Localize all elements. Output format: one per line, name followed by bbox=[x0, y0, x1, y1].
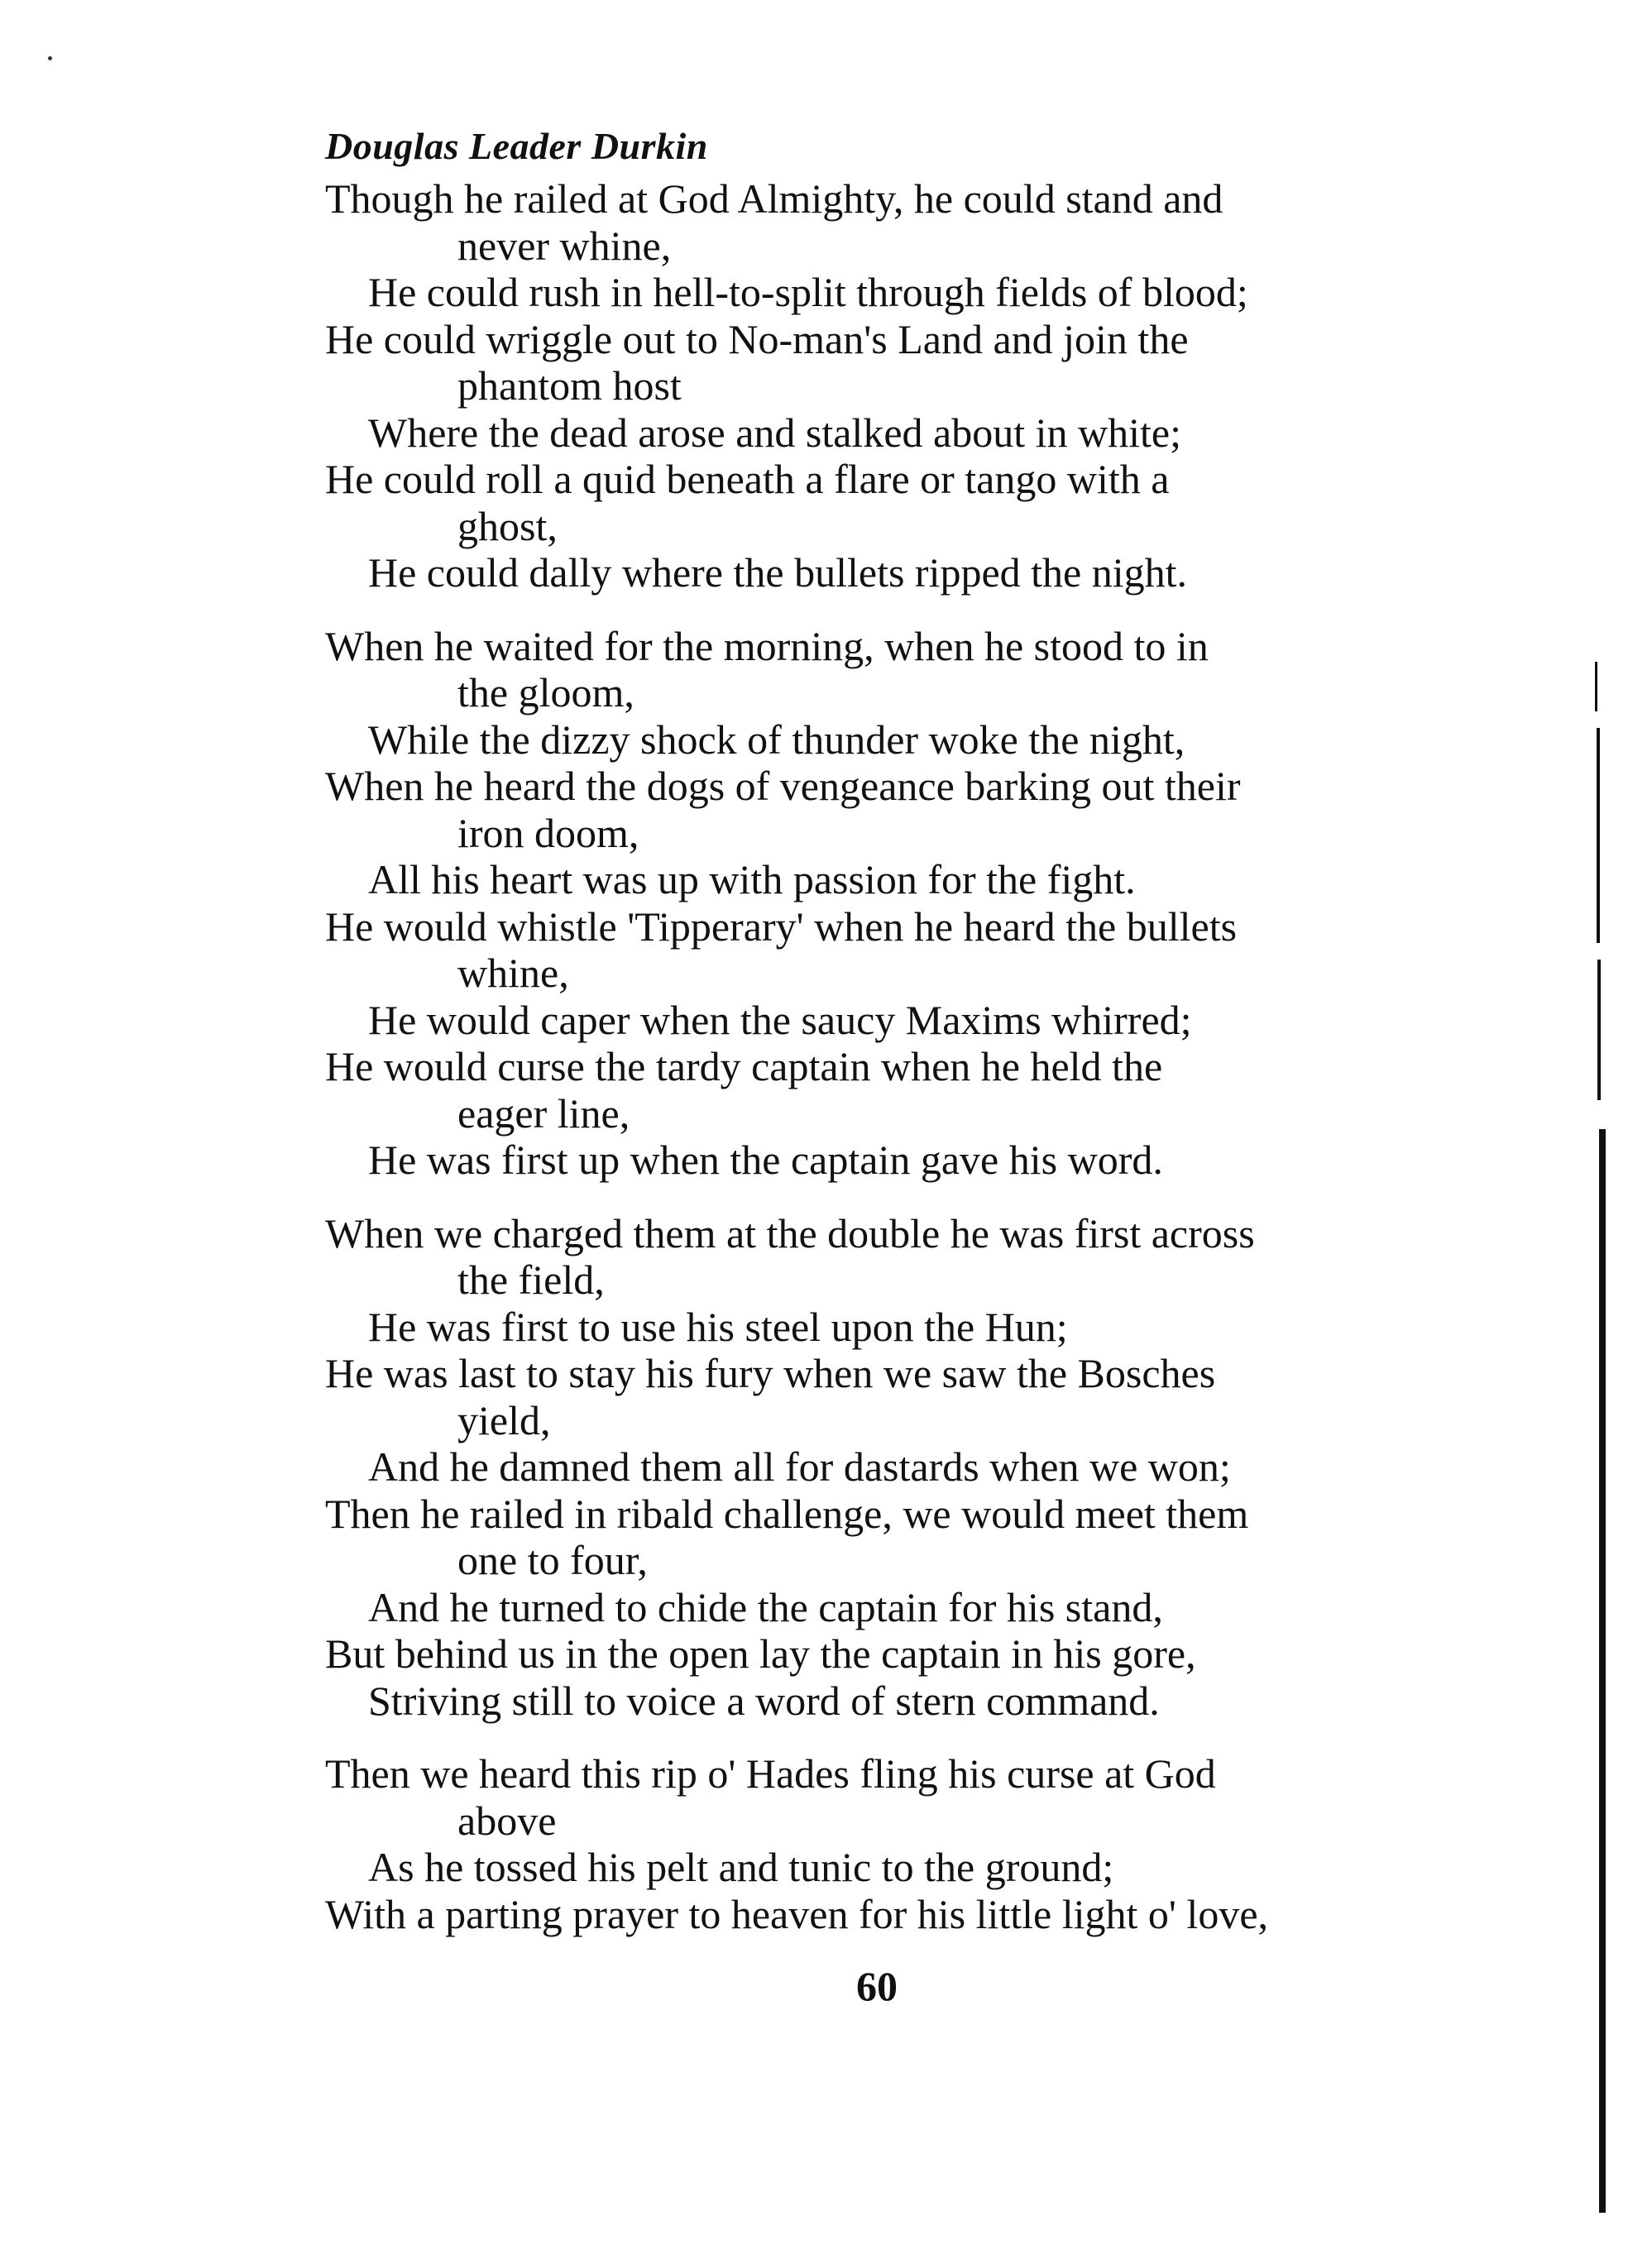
line-turnover: ghost, bbox=[457, 502, 558, 549]
gutter-shadow-mark bbox=[1595, 662, 1597, 711]
line-text: Then he railed in ribald challenge, we would meet them bbox=[325, 1490, 1249, 1537]
poem-line bbox=[325, 763, 1463, 856]
line-text: When he waited for the morning, when he stood to in bbox=[325, 622, 1209, 669]
line-text: When we charged them at the double he was first across bbox=[325, 1209, 1255, 1257]
poem-line: But behind us in the open lay the captain in his gore, bbox=[325, 1630, 1196, 1677]
line-text: Though he railed at God Almighty, he could stand and bbox=[325, 175, 1223, 222]
poem-line bbox=[325, 456, 1463, 549]
gutter-shadow-mark bbox=[1597, 728, 1600, 943]
line-text: He could wriggle out to No-man's Land and join the bbox=[325, 315, 1189, 362]
poem-body bbox=[325, 175, 1463, 1937]
poem-line bbox=[325, 1750, 1463, 1844]
poem-line: He could dally where the bullets ripped the night. bbox=[368, 549, 1188, 596]
poem-line bbox=[325, 1043, 1463, 1137]
poem-line: He would caper when the saucy Maxims whirred; bbox=[368, 996, 1192, 1043]
poem-line: And he turned to chide the captain for his stand, bbox=[368, 1583, 1163, 1630]
poem-line bbox=[325, 1491, 1463, 1584]
poem-line: While the dizzy shock of thunder woke the night, bbox=[368, 716, 1185, 763]
poem-line bbox=[325, 1210, 1463, 1304]
line-turnover: phantom host bbox=[457, 362, 682, 409]
stanza bbox=[325, 1750, 1463, 1937]
poem-line: Where the dead arose and stalked about in white; bbox=[368, 409, 1181, 456]
page-number: 60 bbox=[856, 1963, 898, 2009]
gutter-shadow-mark bbox=[1597, 960, 1601, 1100]
line-turnover: eager line, bbox=[457, 1089, 630, 1137]
line-text: He would whistle 'Tipperary' when he heard the bullets bbox=[325, 902, 1238, 950]
line-turnover: one to four, bbox=[457, 1537, 648, 1583]
poem-line bbox=[325, 1350, 1463, 1443]
poem-line: As he tossed his pelt and tunic to the ground; bbox=[368, 1844, 1114, 1890]
poem-line bbox=[325, 316, 1463, 409]
poem-line: All his heart was up with passion for the fight. bbox=[368, 856, 1136, 902]
line-text: He would curse the tardy captain when he held the bbox=[325, 1043, 1163, 1089]
line-text: He was last to stay his fury when we saw the Bosches bbox=[325, 1350, 1216, 1396]
stanza bbox=[325, 623, 1463, 1184]
poem-line: He could rush in hell-to-split through fields of blood; bbox=[368, 269, 1248, 315]
line-text: He could roll a quid beneath a flare or tango with a bbox=[325, 456, 1170, 502]
gutter-shadow-mark bbox=[1599, 1129, 1606, 2213]
poem-line: He was first to use his steel upon the Hun; bbox=[368, 1303, 1068, 1350]
poem-line bbox=[325, 623, 1463, 716]
line-turnover: above bbox=[457, 1797, 557, 1844]
line-turnover: never whine, bbox=[457, 222, 672, 269]
scan-speck bbox=[48, 56, 52, 60]
poem-line bbox=[325, 175, 1463, 269]
line-turnover: the field, bbox=[457, 1257, 605, 1303]
line-text: When he heard the dogs of vengeance barking out their bbox=[325, 763, 1241, 809]
poem-line: Striving still to voice a word of stern command. bbox=[368, 1677, 1160, 1724]
stanza bbox=[325, 1210, 1463, 1725]
stanza bbox=[325, 175, 1463, 596]
line-text: Then we heard this rip o' Hades fling his curse at God bbox=[325, 1750, 1216, 1797]
line-turnover: yield, bbox=[457, 1396, 551, 1443]
line-turnover: the gloom, bbox=[457, 669, 634, 716]
poem-line: He was first up when the captain gave his word. bbox=[368, 1137, 1163, 1183]
poem-line: And he damned them all for dastards when we won; bbox=[368, 1443, 1231, 1490]
line-turnover: iron doom, bbox=[457, 809, 639, 856]
line-turnover: whine, bbox=[457, 950, 569, 996]
running-head: Douglas Leader Durkin bbox=[325, 125, 708, 167]
poem-line: With a parting prayer to heaven for his little light o' love, bbox=[325, 1890, 1269, 1937]
poem-line bbox=[325, 903, 1463, 997]
